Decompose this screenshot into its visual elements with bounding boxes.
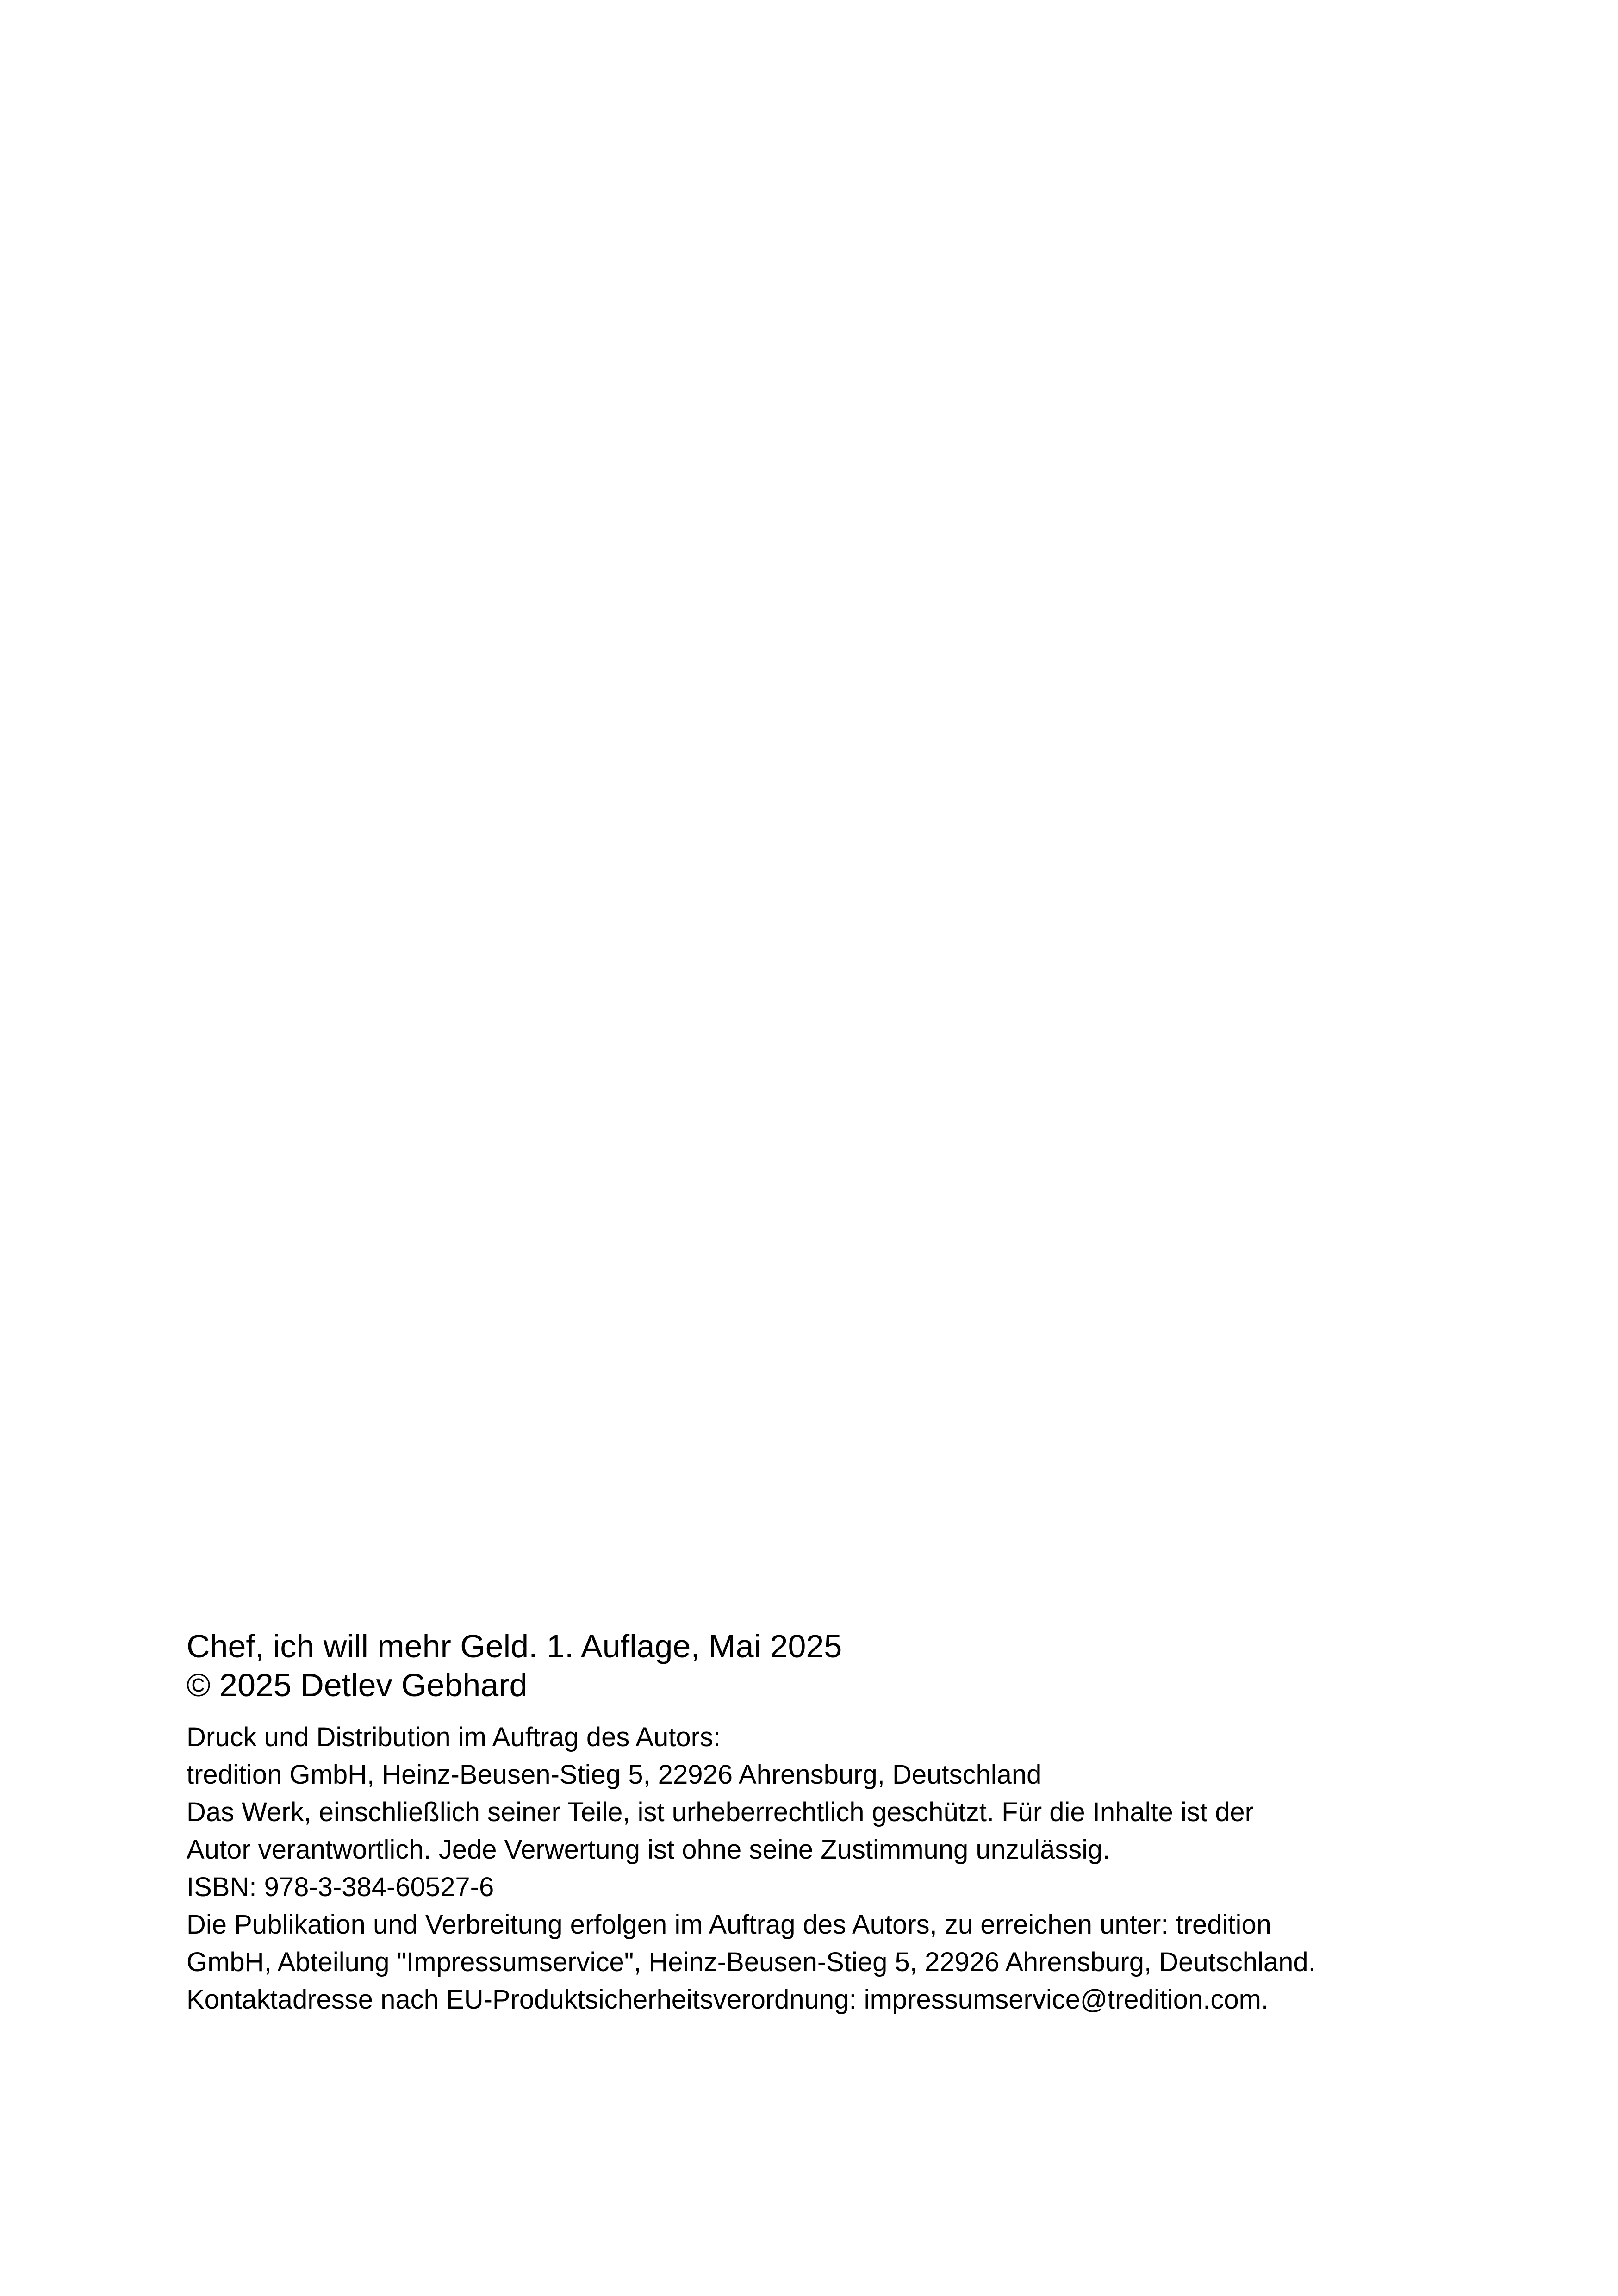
copyright-notice: © 2025 Detlev Gebhard [187,1667,528,1703]
impressum-service-address-line: GmbH, Abteilung "Impressumservice", Heinz-Beusen-Stieg 5, 22926 Ahrensburg, Deutschland. [187,1947,1316,1977]
publisher-address-line: tredition GmbH, Heinz-Beusen-Stieg 5, 22926 Ahrensburg, Deutschland [187,1760,1042,1790]
book-title-edition: Chef, ich will mehr Geld. 1. Auflage, Mai 2025 [187,1628,842,1664]
copyright-protection-line: Das Werk, einschließlich seiner Teile, ist urheberrechtlich geschützt. Für die Inhalte ist der [187,1797,1254,1827]
print-distribution-line: Druck und Distribution im Auftrag des Autors: [187,1722,721,1752]
publication-contact-line: Die Publikation und Verbreitung erfolgen im Auftrag des Autors, zu erreichen unter: tredition [187,1910,1271,1940]
isbn-line: ISBN: 978-3-384-60527-6 [187,1872,494,1902]
product-safety-contact-line: Kontaktadresse nach EU-Produktsicherheitsverordnung: impressumservice@tredition.com. [187,1985,1269,2015]
publisher-details [187,1718,1482,2018]
imprint-block [187,1627,1482,2018]
author-responsibility-line: Autor verantwortlich. Jede Verwertung ist ohne seine Zustimmung unzulässig. [187,1835,1110,1865]
